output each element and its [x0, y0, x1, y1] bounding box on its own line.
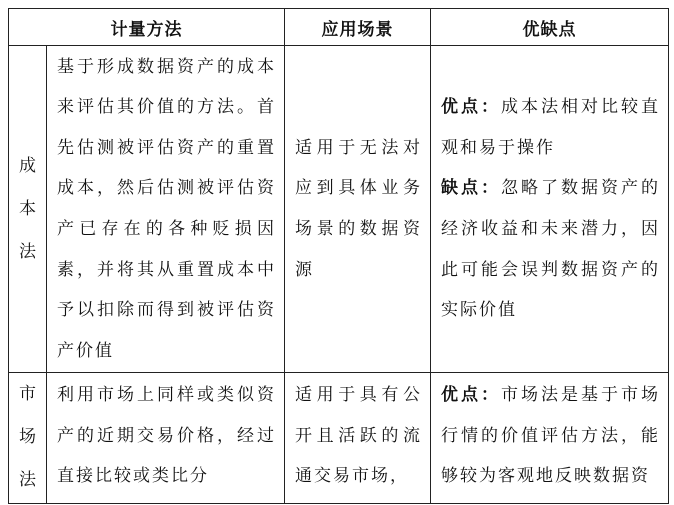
header-pros-cons: 优缺点	[431, 9, 669, 46]
pros-cons-cell	[431, 46, 669, 373]
description-text: 基于形成数据资产的成本来评估其价值的方法。首先估测被评估资产的重置成本，然后估测被评估资产已存在的各种贬损因素，并将其从重置成本中予以扣除而得到被评估资产价值	[57, 56, 276, 361]
header-scenario: 应用场景	[285, 9, 431, 46]
pros-cons-text	[431, 87, 668, 331]
method-name-cell	[9, 373, 47, 504]
method-name-char: 市	[19, 384, 36, 404]
method-name-cell	[9, 46, 47, 373]
method-name-char: 法	[19, 470, 36, 490]
valuation-methods-table	[8, 8, 669, 504]
description-cell	[47, 46, 285, 373]
description-text: 利用市场上同样或类似资产的近期交易价格，经过直接比较或类比分	[57, 385, 276, 487]
scenario-cell	[285, 46, 431, 373]
pros-label: 优点：	[441, 97, 501, 118]
table-header-row	[9, 9, 669, 46]
pros-text: 成本法相对比较直观和易于操作	[441, 97, 660, 158]
pros-cons-text	[431, 373, 668, 493]
table-row	[9, 46, 669, 373]
header-method: 计量方法	[9, 9, 285, 46]
table-row	[9, 373, 669, 504]
cons-text: 忽略了数据资产的经济收益和未来潜力，因此可能会误判数据资产的实际价值	[441, 178, 660, 321]
scenario-text: 适用于具有公开且活跃的流通交易市场，	[295, 385, 422, 487]
scenario-text: 适用于无法对应到具体业务场景的数据资源	[295, 137, 422, 280]
method-name-char: 法	[19, 241, 36, 262]
pros-text: 市场法是基于市场行情的价值评估方法，能够较为客观地反映数据资	[441, 385, 660, 487]
cons-label: 缺点：	[441, 178, 501, 199]
pros-label: 优点：	[441, 385, 501, 405]
method-name-char: 场	[19, 427, 36, 447]
method-name-char: 成	[19, 155, 36, 176]
method-name-char: 本	[19, 198, 36, 219]
description-cell	[47, 373, 285, 504]
pros-cons-cell	[431, 373, 669, 504]
scenario-cell	[285, 373, 431, 504]
